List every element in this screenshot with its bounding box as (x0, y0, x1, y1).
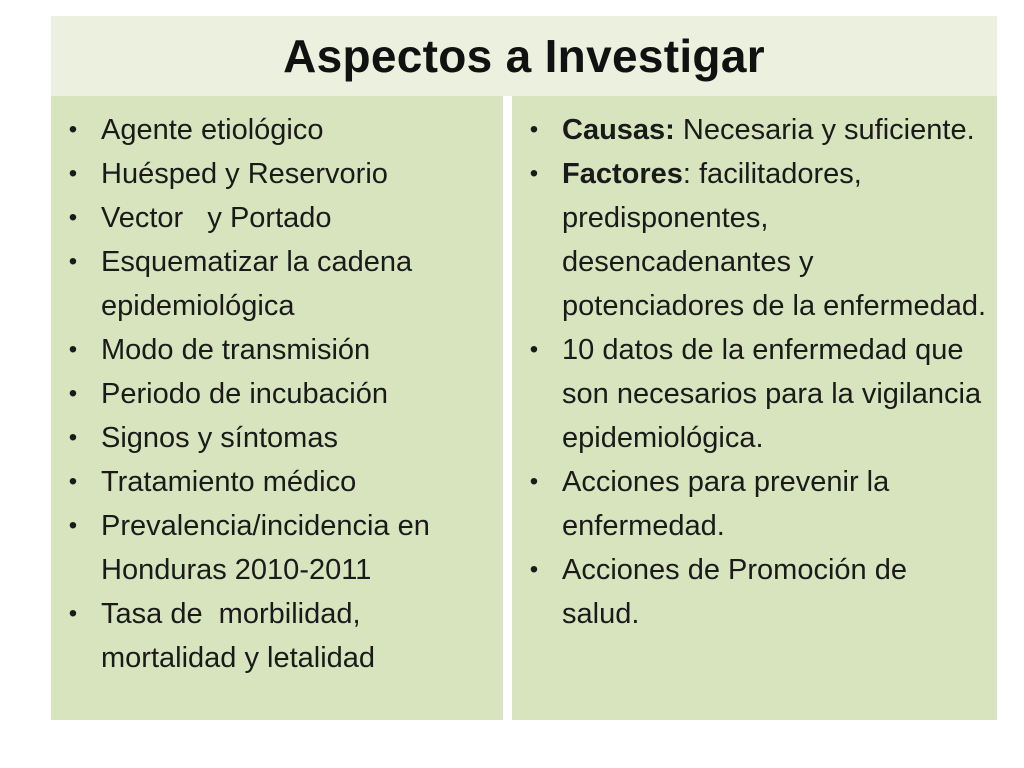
list-item (59, 108, 497, 152)
right-bullet-list (520, 108, 991, 636)
list-item-text: Vector y Portado (101, 202, 332, 234)
list-item (520, 548, 991, 636)
list-item (59, 240, 497, 328)
slide-title: Aspectos a Investigar (283, 30, 765, 82)
list-item-keyword: Causas: (562, 114, 675, 146)
list-item-text: : facilitadores, predisponentes, desencadenantes y potenciadores de la enfermedad. (562, 158, 987, 322)
list-item-text: Tratamiento médico (101, 466, 357, 498)
list-item-text: Esquematizar la cadena epidemiológica (101, 246, 413, 322)
bullet-icon: • (529, 160, 539, 187)
bullet-icon: • (68, 248, 78, 275)
bullet-icon: • (68, 380, 78, 407)
bullet-icon: • (529, 468, 539, 495)
list-item-text: 10 datos de la enfermedad que son necesarios para la vigilancia epidemiológica. (562, 334, 982, 454)
bullet-icon: • (68, 204, 78, 231)
list-item (59, 460, 497, 504)
bullet-icon: • (68, 116, 78, 143)
list-item-text: Huésped y Reservorio (101, 158, 388, 190)
bullet-icon: • (68, 336, 78, 363)
list-item (520, 460, 991, 548)
list-item (59, 592, 497, 680)
bullet-icon: • (68, 160, 78, 187)
list-item (59, 328, 497, 372)
list-item (59, 196, 497, 240)
left-bullet-list (59, 108, 497, 680)
right-column (512, 96, 997, 720)
list-item (520, 152, 991, 328)
list-item-text: Acciones para prevenir la enfermedad. (562, 466, 890, 542)
list-item-text: Agente etiológico (101, 114, 324, 146)
list-item-keyword: Factores (562, 158, 683, 190)
bullet-icon: • (68, 424, 78, 451)
list-item (59, 152, 497, 196)
list-item-text: Necesaria y suficiente. (674, 114, 975, 146)
list-item-text: Signos y síntomas (101, 422, 338, 454)
list-item (520, 328, 991, 460)
list-item (59, 372, 497, 416)
list-item-text: Acciones de Promoción de salud. (562, 554, 907, 630)
bullet-icon: • (529, 336, 539, 363)
bullet-icon: • (529, 116, 539, 143)
list-item (59, 504, 497, 592)
list-item-text: Tasa de morbilidad, mortalidad y letalidad (101, 598, 376, 674)
list-item (59, 416, 497, 460)
list-item-text: Modo de transmisión (101, 334, 371, 366)
bullet-icon: • (68, 600, 78, 627)
bullet-icon: • (68, 468, 78, 495)
bullet-icon: • (68, 512, 78, 539)
bullet-icon: • (529, 556, 539, 583)
list-item-text: Periodo de incubación (101, 378, 388, 410)
list-item (520, 108, 991, 152)
title-bar (51, 16, 997, 96)
list-item-text: Prevalencia/incidencia en Honduras 2010-2011 (101, 510, 430, 586)
left-column (51, 96, 503, 720)
